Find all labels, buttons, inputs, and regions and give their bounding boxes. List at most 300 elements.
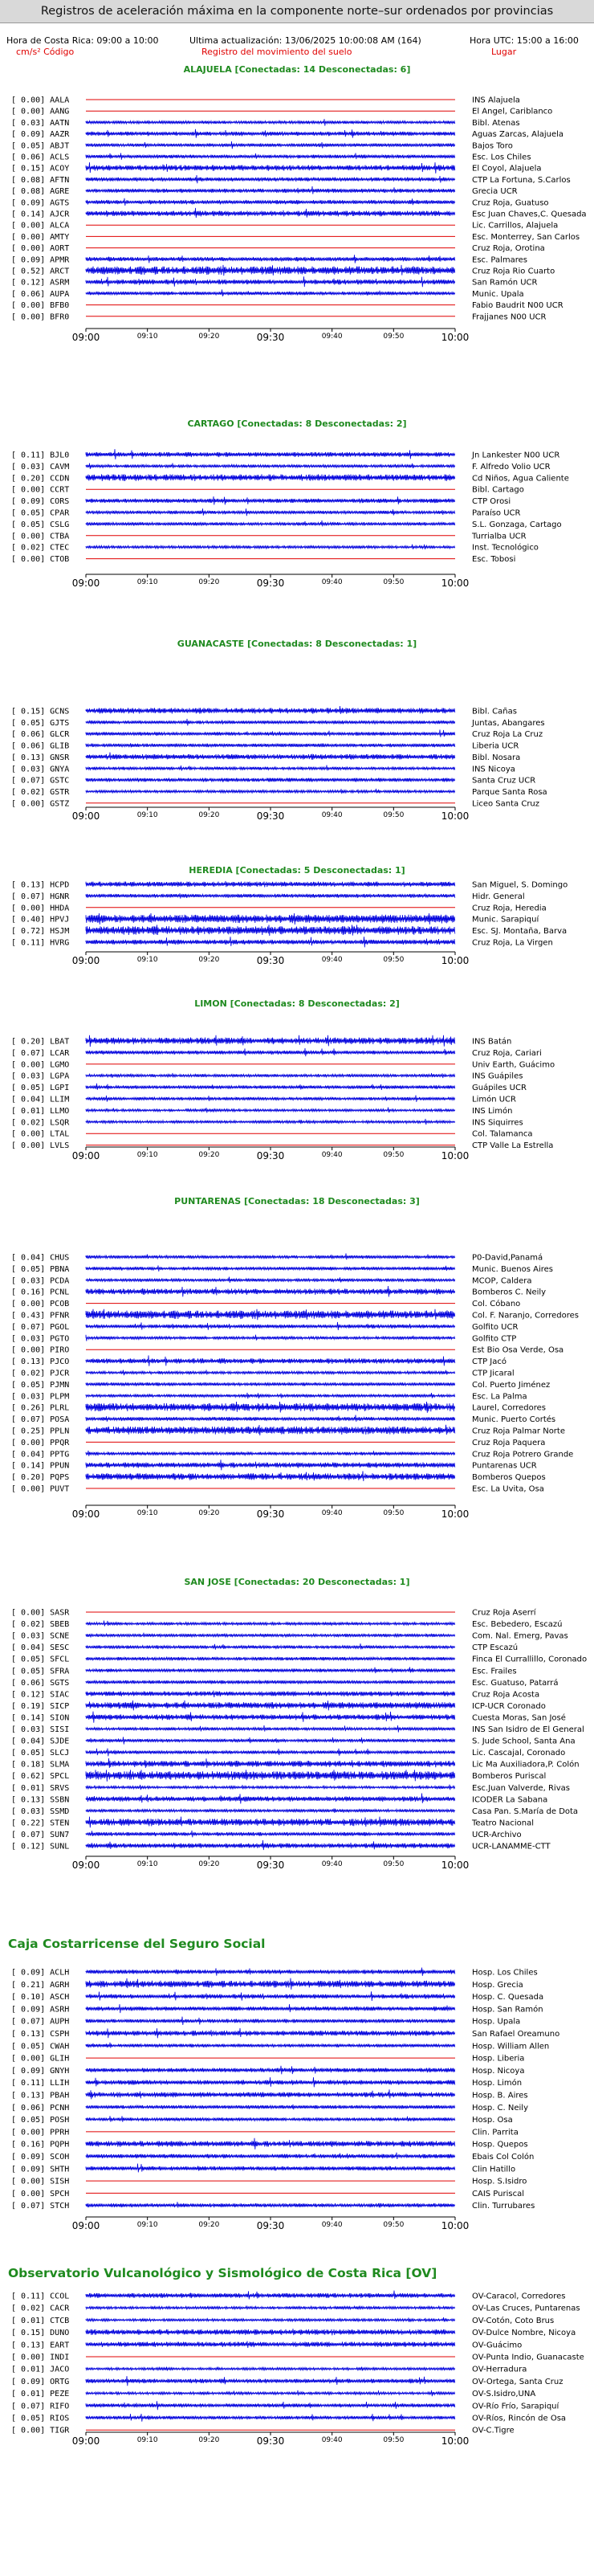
acceleration-trace: [86, 1471, 455, 1481]
station-label: [ 0.03] PLPM: [11, 1392, 70, 1402]
acceleration-trace: [86, 474, 455, 481]
station-site: S.L. Gonzaga, Cartago: [472, 520, 562, 529]
station-site: Cuesta Moras, San José: [472, 1713, 566, 1723]
station-site: INS Alajuela: [472, 96, 520, 105]
station-site: S. Jude School, Santa Ana: [472, 1737, 576, 1746]
section-title: GUANACASTE [Conectadas: 8 Desconectadas: 1]: [177, 639, 417, 649]
axis-tick-label: 10:00: [441, 955, 470, 966]
acceleration-trace: [86, 913, 455, 925]
acceleration-trace: [86, 2004, 455, 2013]
acceleration-trace: [86, 496, 455, 505]
axis-tick-label: 09:10: [136, 811, 158, 819]
station-label: [ 0.05] PJMN: [11, 1380, 70, 1390]
axis-tick-label: 10:00: [441, 2220, 470, 2231]
station-label: [ 0.09] ACLH: [11, 1968, 70, 1978]
acceleration-trace: [86, 2401, 455, 2410]
station-label: [ 0.09] SCOH: [11, 2153, 70, 2162]
acceleration-trace: [86, 1096, 455, 1102]
station-label: [ 0.02] GSTR: [11, 787, 70, 797]
station-label: [ 0.18] SLMA: [11, 1760, 70, 1770]
units-code-label: cm/s² Código: [16, 47, 75, 57]
section-title: CARTAGO [Conectadas: 8 Desconectadas: 2]: [187, 418, 407, 429]
station-site: Hosp. Limón: [472, 2079, 523, 2088]
station-label: [ 0.00] LTAL: [11, 1129, 70, 1139]
station-label: [ 0.62] SPCL: [11, 1772, 70, 1782]
station-site: Cruz Roja Rio Cuarto: [472, 267, 555, 276]
station-site: Golfito UCR: [472, 1322, 519, 1332]
acceleration-trace: [86, 1393, 455, 1398]
acceleration-trace: [86, 1737, 455, 1744]
station-label: [ 0.13] EART: [11, 2341, 70, 2350]
station-label: [ 0.09] GNYH: [11, 2066, 70, 2076]
station-label: [ 0.00] AANG: [11, 107, 70, 116]
station-site: Bibl. Cañas: [472, 707, 517, 716]
station-site: Esc Juan Chaves,C. Quesada: [472, 210, 587, 219]
station-site: ICODER La Sabana: [472, 1795, 548, 1805]
station-site: Fabio Baudrit N00 UCR: [472, 301, 563, 311]
station-label: [ 0.14] AJCR: [11, 210, 70, 219]
station-label: [ 0.03] SCNE: [11, 1631, 70, 1641]
station-site: Col. Puerto Jiménez: [472, 1380, 551, 1390]
acceleration-trace: [86, 1035, 455, 1047]
axis-tick-label: 09:10: [136, 578, 158, 586]
station-site: OV-S.Isidro,UNA: [472, 2390, 536, 2399]
acceleration-trace: [86, 208, 455, 218]
station-label: [ 0.00] LGMO: [11, 1060, 70, 1070]
acceleration-trace: [86, 1667, 455, 1673]
axis-tick-label: 09:20: [198, 811, 220, 819]
acceleration-trace: [86, 1785, 455, 1790]
station-site: OV-Caracol, Corredores: [472, 2292, 566, 2301]
station-label: [ 0.13] PBAH: [11, 2091, 70, 2100]
station-label: [ 0.06] AUPA: [11, 289, 70, 299]
acceleration-trace: [86, 925, 455, 936]
axis-tick-label: 10:00: [441, 1150, 470, 1161]
station-site: Hosp. Grecia: [472, 1980, 523, 1990]
axis-tick-label: 09:20: [198, 1151, 220, 1159]
acceleration-trace: [86, 1415, 455, 1422]
station-site: Grecia UCR: [472, 187, 518, 197]
axis-tick-label: 09:50: [383, 1860, 405, 1868]
acceleration-trace: [86, 463, 455, 469]
axis-tick-label: 09:50: [383, 811, 405, 819]
axis-tick-label: 09:00: [71, 1508, 100, 1520]
axis-tick-label: 09:20: [198, 333, 220, 341]
station-label: [ 0.20] LBAT: [11, 1037, 70, 1047]
station-site: UCR-Archivo: [472, 1830, 522, 1839]
station-label: [ 0.12] SIAC: [11, 1690, 70, 1700]
axis-tick-label: 09:40: [321, 811, 343, 819]
station-label: [ 0.02] CACR: [11, 2304, 70, 2313]
axis-tick-label: 09:10: [136, 2436, 158, 2444]
station-site: Limón UCR: [472, 1095, 516, 1104]
station-label: [ 0.00] INDI: [11, 2353, 70, 2362]
station-site: El Angel, Cariblanco: [472, 107, 553, 116]
acceleration-trace: [86, 893, 455, 898]
station-label: [ 0.00] GSTZ: [11, 799, 70, 809]
station-site: Bibl. Nosara: [472, 753, 521, 762]
acceleration-trace: [86, 1370, 455, 1375]
acceleration-trace: [86, 255, 455, 263]
station-site: OV-Dulce Nombre, Nicoya: [472, 2329, 576, 2338]
station-site: INS Limón: [472, 1106, 513, 1116]
station-site: Frajjanes N00 UCR: [472, 312, 547, 322]
station-label: [ 0.00] AMTY: [11, 232, 70, 242]
acceleration-trace: [86, 706, 455, 714]
station-label: [ 0.05] CWAH: [11, 2042, 70, 2051]
station-site: CAIS Puriscal: [472, 2189, 524, 2198]
acceleration-trace: [86, 1108, 455, 1113]
station-site: Univ Earth, Guácimo: [472, 1060, 555, 1070]
acceleration-trace: [86, 1680, 455, 1684]
station-site: Hidr. General: [472, 892, 525, 901]
station-site: Cd Niños, Agua Caliente: [472, 474, 569, 484]
station-site: Clin. Turrubares: [472, 2202, 535, 2211]
station-site: CTP Orosi: [472, 497, 511, 507]
station-label: [ 0.22] STEN: [11, 1819, 70, 1828]
acceleration-trace: [86, 765, 455, 771]
acceleration-trace: [86, 2317, 455, 2322]
acceleration-trace: [86, 1749, 455, 1757]
place-label: Lugar: [491, 47, 517, 57]
station-site: Lic Ma Auxiliadora,P. Colón: [472, 1760, 580, 1770]
axis-tick-label: 09:10: [136, 1151, 158, 1159]
station-label: [ 0.01] PEZE: [11, 2390, 70, 2399]
acceleration-trace: [86, 2077, 455, 2087]
station-site: Cruz Roja Aserrí: [472, 1608, 536, 1618]
station-label: [ 0.00] PCOB: [11, 1300, 70, 1309]
station-site: Puntarenas UCR: [472, 1461, 537, 1471]
station-label: [ 0.03] AATN: [11, 118, 70, 128]
station-label: [ 0.07] HGNR: [11, 892, 70, 901]
station-label: [ 0.13] GNSR: [11, 753, 70, 762]
acceleration-trace: [86, 186, 455, 194]
axis-tick-label: 09:50: [383, 333, 405, 341]
station-label: [ 0.09] ORTG: [11, 2377, 70, 2386]
axis-tick-label: 10:00: [441, 2435, 470, 2447]
station-label: [ 0.25] PPLN: [11, 1427, 70, 1436]
station-site: Cruz Roja, La Virgen: [472, 938, 553, 948]
acceleration-trace: [86, 2153, 455, 2159]
acceleration-trace: [86, 1633, 455, 1638]
station-site: Cruz Roja La Cruz: [472, 730, 543, 740]
axis-tick-label: 09:10: [136, 2221, 158, 2229]
station-site: OV-Ríos, Rincón de Osa: [472, 2414, 567, 2423]
station-label: [ 0.04] SJDE: [11, 1737, 70, 1746]
station-label: [ 0.11] LLIH: [11, 2079, 70, 2088]
axis-tick-label: 09:20: [198, 2221, 220, 2229]
station-site: Aguas Zarcas, Alajuela: [472, 130, 564, 140]
station-site: Esc. La Palma: [472, 1392, 527, 1402]
axis-tick-label: 09:50: [383, 1509, 405, 1517]
axis-tick-label: 09:30: [256, 810, 285, 822]
axis-tick-label: 09:10: [136, 333, 158, 341]
station-label: [ 0.01] LLMO: [11, 1106, 70, 1116]
station-label: [ 0.09] AGTS: [11, 198, 70, 208]
acceleration-trace: [86, 1712, 455, 1723]
acceleration-trace: [86, 1119, 455, 1125]
page-title: Registros de aceleración máxima en la componente norte–sur ordenados por provincias: [0, 0, 594, 23]
section-title: PUNTARENAS [Conectadas: 18 Desconectadas: 3]: [174, 1196, 420, 1206]
station-label: [ 0.16] PCNL: [11, 1288, 70, 1297]
acceleration-trace: [86, 1809, 455, 1813]
station-site: Guápiles UCR: [472, 1084, 527, 1093]
station-label: [ 0.20] CCDN: [11, 474, 70, 484]
acceleration-trace: [86, 175, 455, 183]
station-label: [ 0.02] LSQR: [11, 1118, 70, 1128]
station-site: San Rafael Oreamuno: [472, 2030, 560, 2039]
axis-tick-label: 09:30: [256, 955, 285, 966]
acceleration-trace: [86, 2367, 455, 2371]
station-site: San Miguel, S. Domingo: [472, 880, 568, 890]
station-site: Santa Cruz UCR: [472, 776, 536, 786]
axis-tick-label: 09:30: [256, 2220, 285, 2231]
station-label: [ 0.03] SISI: [11, 1725, 70, 1734]
acceleration-trace: [86, 129, 455, 138]
acceleration-trace: [86, 729, 455, 737]
station-site: Cruz Roja, Guatuso: [472, 198, 549, 208]
station-site: INS Nicoya: [472, 765, 515, 774]
station-site: Jn Lankester N00 UCR: [472, 451, 560, 460]
axis-tick-label: 09:40: [321, 1860, 343, 1868]
axis-tick-label: 09:40: [321, 578, 343, 586]
station-label: [ 0.00] CCRT: [11, 485, 70, 495]
station-site: Turrialba UCR: [472, 532, 527, 541]
acceleration-trace: [86, 2104, 455, 2109]
axis-tick-label: 09:00: [71, 1150, 100, 1161]
axis-tick-label: 09:30: [256, 1150, 285, 1161]
station-site: INS Guápiles: [472, 1072, 523, 1081]
axis-tick-label: 09:40: [321, 333, 343, 341]
station-site: Est Bio Osa Verde, Osa: [472, 1345, 564, 1355]
station-label: [ 0.43] PFNR: [11, 1311, 70, 1321]
station-label: [ 0.07] RIFO: [11, 2402, 70, 2411]
station-site: Cruz Roja Palmar Norte: [472, 1427, 565, 1436]
station-label: [ 0.19] SICP: [11, 1701, 70, 1711]
station-label: [ 0.12] ASRM: [11, 278, 70, 288]
acceleration-trace: [86, 1758, 455, 1768]
station-label: [ 0.11] BJL0: [11, 451, 70, 460]
axis-tick-label: 09:00: [71, 578, 100, 589]
acceleration-trace: [86, 521, 455, 526]
station-label: [ 0.04] CHUS: [11, 1253, 70, 1263]
acceleration-trace: [86, 2306, 455, 2309]
axis-tick-label: 09:00: [71, 2435, 100, 2447]
station-label: [ 0.04] LLIM: [11, 1095, 70, 1104]
section-title: Caja Costarricense del Seguro Social: [8, 1937, 266, 1951]
axis-tick-label: 09:40: [321, 2221, 343, 2229]
station-label: [ 0.07] AUPH: [11, 2017, 70, 2027]
station-site: Com. Nal. Emerg, Pavas: [472, 1631, 568, 1641]
station-site: Hosp. S.Isidro: [472, 2177, 527, 2186]
axis-tick-label: 09:50: [383, 2436, 405, 2444]
station-site: Hosp. B. Aires: [472, 2091, 528, 2100]
station-label: [ 0.01] JACO: [11, 2365, 70, 2374]
acceleration-trace: [86, 2329, 455, 2335]
station-site: Clin. Parrita: [472, 2128, 519, 2137]
station-site: Bajos Toro: [472, 141, 513, 151]
station-label: [ 0.03] PCDA: [11, 1276, 70, 1286]
acceleration-trace: [86, 1657, 455, 1661]
acceleration-trace: [86, 2028, 455, 2038]
acceleration-trace: [86, 1725, 455, 1733]
station-site: Hosp. William Allen: [472, 2042, 550, 2051]
acceleration-trace: [86, 2376, 455, 2386]
station-label: [ 0.06] SGTS: [11, 1678, 70, 1688]
station-site: Lic. Carrillos, Alajuela: [472, 221, 559, 231]
section-title: SAN JOSE [Conectadas: 20 Desconectadas: 1]: [184, 1577, 410, 1587]
station-label: [ 0.03] SSMD: [11, 1806, 70, 1816]
acceleration-trace: [86, 2414, 455, 2422]
station-label: [ 0.10] ASCH: [11, 1993, 70, 2002]
acceleration-trace: [86, 1084, 455, 1090]
station-label: [ 0.01] SRVS: [11, 1783, 70, 1793]
acceleration-trace: [86, 1335, 455, 1341]
acceleration-trace: [86, 743, 455, 747]
station-site: OV-Herradura: [472, 2365, 527, 2374]
acceleration-trace: [86, 2017, 455, 2025]
station-site: Esc. Los Chiles: [472, 153, 531, 162]
acceleration-trace: [86, 937, 455, 947]
station-site: Cruz Roja Paquera: [472, 1438, 546, 1447]
station-site: F. Alfredo Volio UCR: [472, 462, 551, 472]
acceleration-trace: [86, 2116, 455, 2121]
station-label: [ 0.05] RIOS: [11, 2414, 70, 2423]
station-site: Cruz Roja, Cariari: [472, 1048, 542, 1058]
station-label: [ 0.07] SUN7: [11, 1830, 70, 1839]
station-site: Cruz Roja Potrero Grande: [472, 1450, 574, 1459]
axis-tick-label: 09:20: [198, 2436, 220, 2444]
station-site: Lic. Cascajal, Coronado: [472, 1749, 566, 1758]
station-label: [ 0.00] CTBA: [11, 532, 70, 541]
station-site: Bomberos C. Neily: [472, 1288, 547, 1297]
acceleration-trace: [86, 1265, 455, 1271]
station-site: El Coyol, Alajuela: [472, 164, 542, 174]
acceleration-trace: [86, 1277, 455, 1283]
axis-tick-label: 10:00: [441, 332, 470, 343]
station-label: [ 0.21] AGRH: [11, 1980, 70, 1990]
station-label: [ 0.02] CTEC: [11, 543, 70, 553]
axis-tick-label: 09:00: [71, 2220, 100, 2231]
station-label: [ 0.07] PGOL: [11, 1322, 70, 1332]
station-label: [ 0.20] PQPS: [11, 1473, 70, 1483]
local-time: Hora de Costa Rica: 09:00 a 10:00: [6, 35, 159, 46]
station-label: [ 0.13] PJCO: [11, 1357, 70, 1367]
acceleration-trace: [86, 1073, 455, 1078]
station-site: Hosp. San Ramón: [472, 2005, 543, 2015]
station-site: San Ramón UCR: [472, 278, 538, 288]
station-site: Esc.Juan Valverde, Rivas: [472, 1783, 570, 1793]
station-label: [ 0.05] CSLG: [11, 520, 70, 529]
acceleration-trace: [86, 289, 455, 296]
station-label: [ 0.16] PQPH: [11, 2140, 70, 2149]
axis-tick-label: 09:50: [383, 1151, 405, 1159]
axis-tick-label: 10:00: [441, 810, 470, 822]
station-label: [ 0.07] STCH: [11, 2202, 70, 2211]
station-site: Hosp. Quepos: [472, 2140, 528, 2149]
station-label: [ 0.13] SSBN: [11, 1795, 70, 1805]
station-label: [ 0.14] PPUN: [11, 1461, 70, 1471]
axis-tick-label: 09:00: [71, 810, 100, 822]
acceleration-trace: [86, 1459, 455, 1470]
station-site: Bibl. Atenas: [472, 118, 520, 128]
last-updated: Ultima actualización: 13/06/2025 10:00:08 AM (164): [189, 35, 421, 46]
station-site: Hosp. Osa: [472, 2116, 513, 2125]
station-label: [ 0.00] LVLS: [11, 1141, 70, 1151]
station-site: OV-Cotón, Coto Brus: [472, 2316, 555, 2325]
acceleration-trace: [86, 1253, 455, 1259]
station-site: CTP Escazú: [472, 1643, 519, 1653]
station-site: Esc. Monterrey, San Carlos: [472, 232, 580, 242]
station-label: [ 0.11] HVRG: [11, 938, 70, 948]
station-site: CTP La Fortuna, S.Carlos: [472, 175, 571, 185]
station-site: Esc. Guatuso, Patarrá: [472, 1678, 559, 1688]
station-site: OV-Río Frío, Sarapiquí: [472, 2402, 559, 2411]
station-site: Liberia UCR: [472, 741, 519, 751]
station-label: [ 0.00] SPCH: [11, 2189, 70, 2198]
station-site: Munic. Sarapiquí: [472, 915, 539, 925]
station-site: Clin Hatillo: [472, 2165, 516, 2174]
station-label: [ 0.13] CSPH: [11, 2030, 70, 2039]
station-site: Munic. Puerto Cortés: [472, 1415, 556, 1425]
station-label: [ 0.03] GNYA: [11, 765, 70, 774]
acceleration-trace: [86, 2138, 455, 2149]
station-site: Munic. Buenos Aires: [472, 1264, 554, 1274]
acceleration-trace: [86, 141, 455, 149]
station-site: Laurel, Corredores: [472, 1403, 547, 1413]
station-label: [ 0.00] SASR: [11, 1608, 70, 1618]
station-label: [ 0.00] BFB0: [11, 301, 70, 311]
section-title: HEREDIA [Conectadas: 5 Desconectadas: 1]: [189, 865, 405, 876]
station-site: Cruz Roja Acosta: [472, 1690, 540, 1700]
axis-tick-label: 09:30: [256, 332, 285, 343]
station-label: [ 0.03] LGPA: [11, 1072, 70, 1081]
axis-tick-label: 09:40: [321, 2436, 343, 2444]
axis-tick-label: 09:30: [256, 1508, 285, 1520]
acceleration-trace: [86, 119, 455, 125]
acceleration-trace: [86, 2341, 455, 2349]
station-site: OV-Guácimo: [472, 2341, 523, 2350]
station-site: ICP-UCR Coronado: [472, 1701, 546, 1711]
station-label: [ 0.05] PBNA: [11, 1264, 70, 1274]
station-site: Cruz Roja, Heredia: [472, 904, 547, 913]
station-label: [ 0.02] PJCR: [11, 1369, 70, 1378]
acceleration-trace: [86, 508, 455, 516]
axis-tick-label: 09:30: [256, 2435, 285, 2447]
movement-label: Registro del movimiento del suelo: [201, 47, 352, 57]
station-site: UCR-LANAMME-CTT: [472, 1842, 551, 1851]
acceleration-trace: [86, 881, 455, 888]
acceleration-trace: [86, 1402, 455, 1413]
station-site: Hosp. Liberia: [472, 2054, 525, 2064]
acceleration-trace: [86, 2066, 455, 2075]
axis-tick-label: 10:00: [441, 1508, 470, 1520]
acceleration-trace: [86, 1382, 455, 1386]
acceleration-trace: [86, 2043, 455, 2048]
station-site: Parque Santa Rosa: [472, 787, 547, 797]
station-label: [ 0.05] POSH: [11, 2116, 70, 2125]
station-label: [ 0.02] SBEB: [11, 1620, 70, 1630]
axis-tick-label: 09:50: [383, 956, 405, 964]
acceleration-trace: [86, 1355, 455, 1366]
station-site: Munic. Upala: [472, 289, 524, 299]
axis-tick-label: 09:50: [383, 578, 405, 586]
acceleration-trace: [86, 778, 455, 782]
station-label: [ 0.00] AALA: [11, 96, 70, 105]
acceleration-trace: [86, 198, 455, 206]
acceleration-trace: [86, 1817, 455, 1828]
station-label: [ 0.06] GLIB: [11, 741, 70, 751]
